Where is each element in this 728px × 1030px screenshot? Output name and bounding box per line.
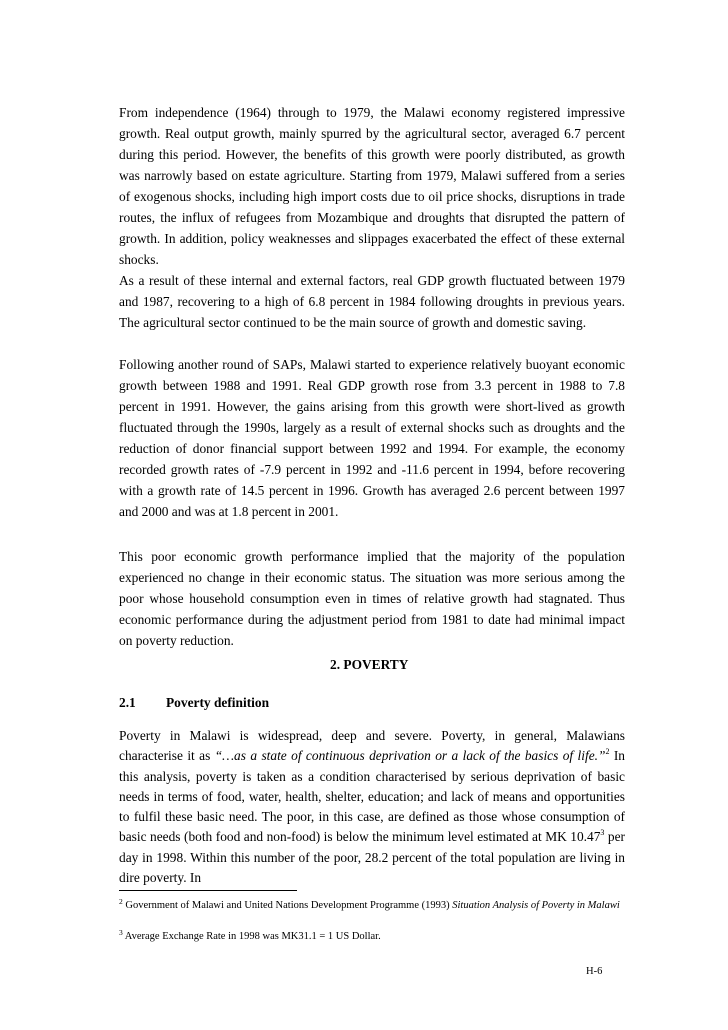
footnote-3-number: 3 [119, 928, 123, 937]
footnote-divider [119, 890, 297, 891]
page-number: H-6 [586, 966, 603, 977]
paragraph-early-growth: From independence (1964) through to 1979, the Malawi economy registered impressive growth. Real output growth, mainly spurred by the agricultural sector, averaged 6.7 percent during this period. However, the benefits of this growth were poorly distributed, as growth was narrowly based on estate agriculture. Starting from 1979, Malawi suffered from a series of exogenous shocks, including high import costs due to oil price shocks, disruptions in trade routes, the influx of refugees from Mozambique and droughts that disrupted the pattern of growth. In addition, policy weaknesses and slippages exacerbated the effect of these external shocks. [119, 105, 625, 268]
poverty-text-part3: per day in 1998. Within this number of the poor, 28.2 percent of the total population are living in dire poverty. In [119, 829, 625, 885]
footnote-2 [119, 898, 629, 914]
subsection-title: Poverty definition [166, 695, 270, 710]
footnote-ref-3: 3 [600, 828, 605, 838]
subsection-number: 2.1 [119, 695, 136, 710]
paragraph-saps-growth: Following another round of SAPs, Malawi started to experience relatively buoyant economic growth between 1988 and 1991. Real GDP growth rose from 3.3 percent in 1988 to 7.8 percent in 1991. However, the gains arising from this growth were short-lived as growth fluctuated through the 1990s, largely as a result of external shocks such as droughts and the reduction of donor financial support between 1992 and 1994. For example, the economy recorded growth rates of -7.9 percent in 1992 and -11.6 percent in 1994, before recovering with a growth rate of 14.5 percent in 1996. Growth has averaged 2.6 percent between 1997 and 2000 and was at 1.8 percent in 2001. [119, 357, 625, 520]
footnote-3-text: Average Exchange Rate in 1998 was MK31.1 = 1 US Dollar. [124, 931, 381, 942]
paragraph-gdp-fluctuation: As a result of these internal and external factors, real GDP growth fluctuated between 1979 and 1987, recovering to a high of 6.8 percent in 1984 following droughts in previous years. The agricultural sector continued to be the main source of growth and domestic saving. [119, 273, 625, 331]
paragraph-poverty-definition [119, 726, 625, 888]
footnote-2-number: 2 [119, 897, 123, 906]
footnote-ref-2: 2 [605, 747, 610, 757]
footnote-3 [119, 929, 629, 945]
poverty-quote: “…as a state of continuous deprivation or a lack of the basics of life.” [214, 748, 606, 764]
footnote-2-text: Government of Malawi and United Nations Development Programme (1993) [125, 900, 453, 911]
footnote-2-title: Situation Analysis of Poverty in Malawi [452, 900, 620, 911]
poverty-text-part1: Poverty in Malawi is widespread, deep and severe. Poverty, in general, Malawians characterise it as [119, 728, 625, 764]
section-heading: 2. POVERTY [330, 657, 409, 672]
poverty-text-part2: In this analysis, poverty is taken as a condition characterised by serious deprivation of basic needs in terms of food, water, health, shelter, education; and lack of means and opportunities to fulfil these basic need. The poor, in this case, are defined as those whose consumption of basic needs (both food and non-food) is below the minimum level estimated at MK 10.47 [119, 748, 625, 845]
paragraph-poor-performance: This poor economic growth performance implied that the majority of the population experienced no change in their economic status. The situation was more serious among the poor whose household consumption even in times of relative growth had stagnated. Thus economic performance during the adjustment period from 1981 to date had minimal impact on poverty reduction. [119, 549, 625, 649]
